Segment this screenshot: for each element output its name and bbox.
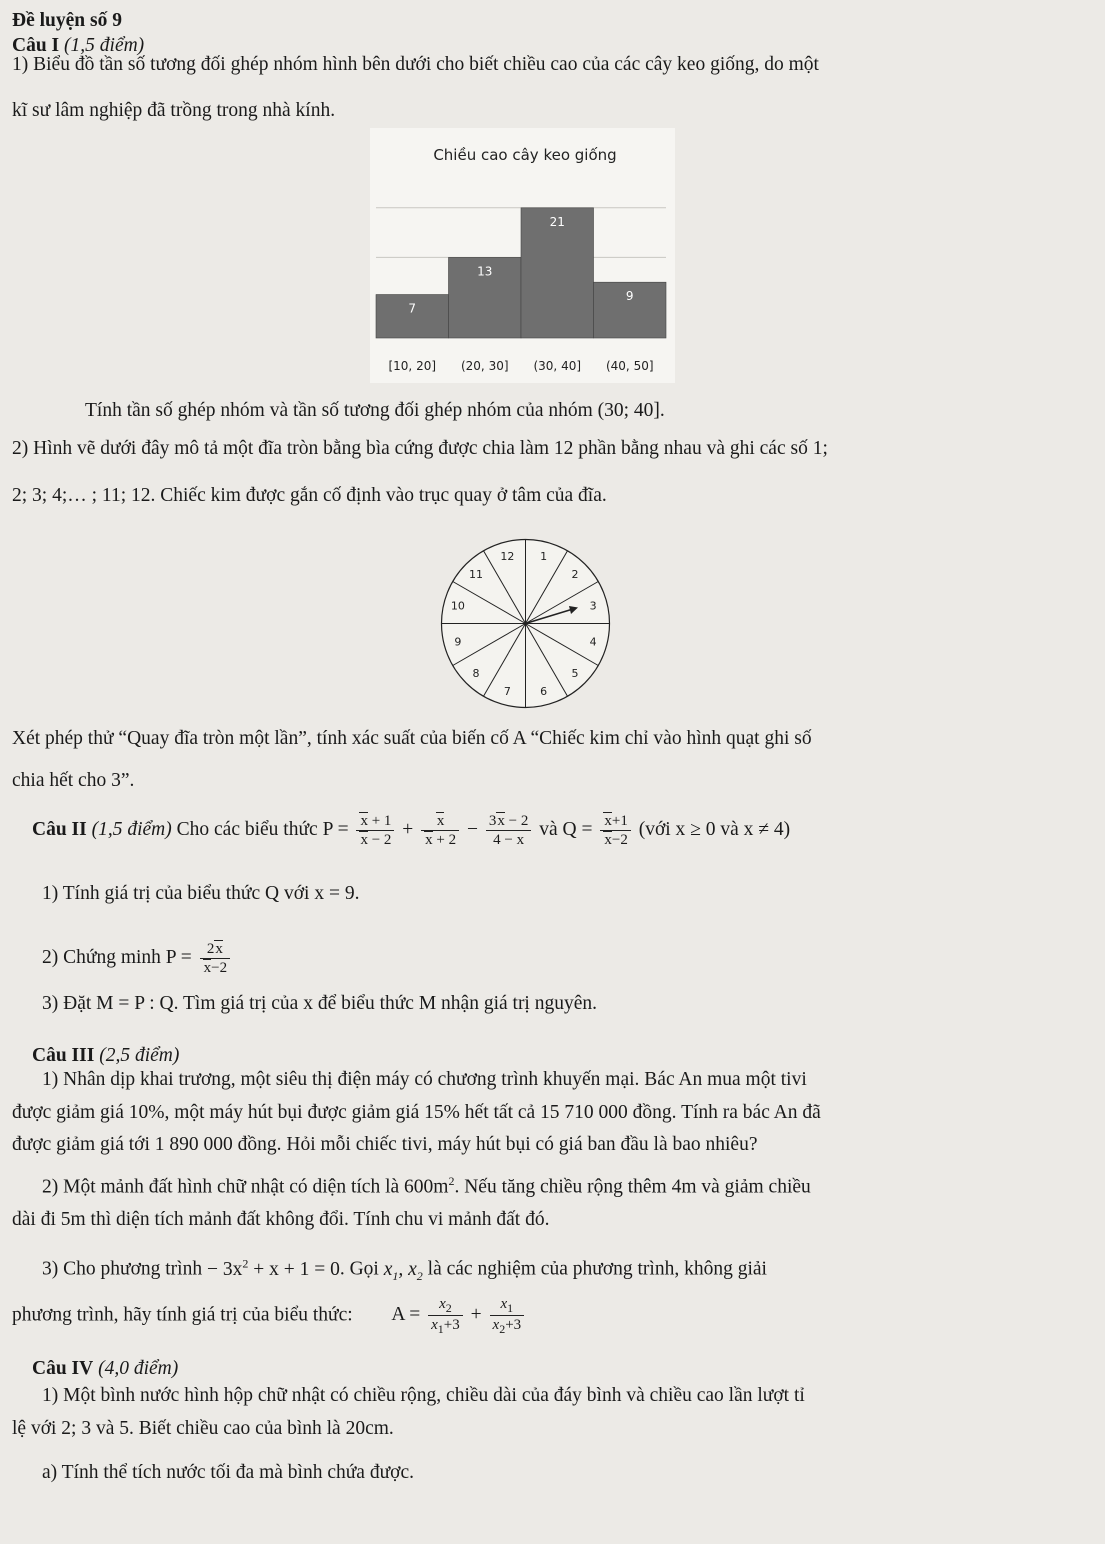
wheel-sector-label: 2 xyxy=(571,568,579,582)
wheel-sector-label: 12 xyxy=(500,549,515,563)
q3-heading xyxy=(32,1045,179,1067)
bar-value-label: 21 xyxy=(549,214,565,229)
wheel-sector-label: 9 xyxy=(454,635,462,649)
q3-points: (2,5 điểm) xyxy=(99,1045,180,1066)
q3-s1-line1: 1) Nhân dịp khai trương, một siêu thị điện máy có chương trình khuyến mại. Bác An mua một tivi xyxy=(42,1069,807,1090)
wheel-sector-label: 1 xyxy=(540,549,548,563)
q3-s3-line2 xyxy=(12,1295,527,1337)
roots: $x_1$, $x_2$ xyxy=(383,1258,423,1283)
spinner-wheel xyxy=(438,536,613,711)
q1-p2-task-line2: chia hết cho 3”. xyxy=(12,770,135,791)
q2-points: (1,5 điểm) xyxy=(91,818,172,840)
bar-value-label: 7 xyxy=(408,301,417,316)
wheel-sector-label: 8 xyxy=(472,666,480,680)
q3-s2-line2: dài đi 5m thì diện tích mảnh đất không đổi. Tính chu vi mảnh đất đó. xyxy=(12,1209,550,1230)
bar-value-label: 9 xyxy=(625,289,634,304)
q1-p1-task: Tính tần số ghép nhóm và tần số tương đối ghép nhóm của nhóm (30; 40]. xyxy=(85,400,665,421)
exam-title: Đề luyện số 9 xyxy=(12,10,122,31)
wheel-sector-label: 11 xyxy=(469,568,484,582)
expression-p: P = $\frac{x + 1}{x - 2}$ + $\frac{x}{x + 2}$ − $\frac{3x - 2}{4 - x}$ xyxy=(323,819,540,840)
q1-p1-line1: 1) Biểu đồ tần số tương đối ghép nhóm hình bên dưới cho biết chiều cao của các cây keo giống, do một xyxy=(12,54,819,75)
q4-s1-line2: lệ với 2; 3 và 5. Biết chiều cao của bình là 20cm. xyxy=(12,1418,394,1439)
x-tick-label: (30, 40] xyxy=(533,359,582,373)
histogram-chart xyxy=(370,128,675,383)
q3-s2-line1: 2) Một mảnh đất hình chữ nhật có diện tích là $600m^2$. Nếu tăng chiều rộng thêm 4m và giảm chiều xyxy=(42,1174,811,1198)
q3-s2-text-a: 2) Một mảnh đất hình chữ nhật có diện tích là 600m xyxy=(42,1176,449,1198)
q3-s3-text-a: 3) Cho phương trình xyxy=(42,1258,203,1280)
q1-p2-line1: 2) Hình vẽ dưới đây mô tả một đĩa tròn bằng bìa cứng được chia làm 12 phần bằng nhau và ghi các số 1; xyxy=(12,438,828,459)
chart-title: Chiều cao cây keo giống xyxy=(433,146,617,164)
q4-heading xyxy=(32,1358,178,1380)
q2-label: Câu II xyxy=(32,818,87,840)
wheel-sector-label: 6 xyxy=(540,685,548,699)
wheel-svg xyxy=(438,536,613,711)
wheel-sector-label: 5 xyxy=(571,666,579,680)
expression-q: Q = $\frac{x+1}{x-2}$ xyxy=(563,819,639,840)
q4-s1-line1: 1) Một bình nước hình hộp chữ nhật có chiều rộng, chiều dài của đáy bình và chiều cao lần lượt tỉ xyxy=(42,1385,805,1406)
q2-s2-text: 2) Chứng minh xyxy=(42,946,161,968)
q3-s3-line1 xyxy=(42,1257,767,1283)
bar-value-label: 13 xyxy=(477,264,493,279)
x-tick-label: (20, 30] xyxy=(460,359,509,373)
q4-sa: a) Tính thể tích nước tối đa mà bình chứa được. xyxy=(42,1462,414,1483)
equation: − $3x^2 + x + 1 = 0$ xyxy=(206,1256,340,1280)
q4-label: Câu IV xyxy=(32,1358,94,1379)
q2-and: và xyxy=(539,818,558,840)
q1-p1-line2: kĩ sư lâm nghiệp đã trồng trong nhà kính. xyxy=(12,100,336,121)
wheel-sector-label: 10 xyxy=(450,599,465,613)
q3-s3-text-c: là các nghiệm của phương trình, không giải xyxy=(427,1258,767,1280)
q2-statement xyxy=(32,812,790,849)
expression-a: A = $\frac{x_2}{x_1+3}$ + $\frac{x_1}{x_2+3}$ xyxy=(391,1304,527,1325)
x-tick-label: [10, 20] xyxy=(388,359,437,373)
q3-s2-text-b: . Nếu tăng chiều rộng thêm 4m và giảm chiều xyxy=(454,1176,811,1198)
q1-points: (1,5 điểm) xyxy=(64,35,145,56)
q3-s1-line3: được giảm giá tới 1 890 000 đồng. Hỏi mỗi chiếc tivi, máy hút bụi có giá ban đầu là bao nhiêu? xyxy=(12,1134,758,1155)
expression-p-proof: P = $\frac{2x}{x-2}$ xyxy=(166,947,233,968)
wheel-sector-label: 7 xyxy=(503,685,511,699)
histogram-svg xyxy=(370,128,675,383)
q2-s3: 3) Đặt M = P : Q. Tìm giá trị của x để biểu thức M nhận giá trị nguyên. xyxy=(42,993,598,1014)
q2-s1: 1) Tính giá trị của biểu thức Q với x = 9. xyxy=(42,883,360,904)
wheel-sector-label: 3 xyxy=(589,599,597,613)
q2-intro: Cho các biểu thức xyxy=(176,818,318,840)
x-tick-label: (40, 50] xyxy=(605,359,654,373)
q2-condition: (với x ≥ 0 và x ≠ 4) xyxy=(638,818,791,840)
q3-label: Câu III xyxy=(32,1045,95,1066)
q3-s3-text-b: . Gọi xyxy=(339,1258,379,1280)
q3-s3-text-d: phương trình, hãy tính giá trị của biểu thức: xyxy=(12,1304,353,1326)
q1-p2-task-line1: Xét phép thử “Quay đĩa tròn một lần”, tính xác suất của biến cố A “Chiếc kim chỉ vào hình quạt ghi số xyxy=(12,728,812,749)
q1-label: Câu I xyxy=(12,35,60,56)
q4-points: (4,0 điểm) xyxy=(98,1358,179,1379)
wheel-sector-label: 4 xyxy=(589,635,597,649)
q3-s1-line2: được giảm giá 10%, một máy hút bụi được giảm giá 15% hết tất cả 15 710 000 đồng. Tính ra bác An đã xyxy=(12,1102,821,1123)
q2-s2 xyxy=(42,940,233,977)
q1-p2-line2: 2; 3; 4;… ; 11; 12. Chiếc kim được gắn cố định vào trục quay ở tâm của đĩa. xyxy=(12,485,607,506)
